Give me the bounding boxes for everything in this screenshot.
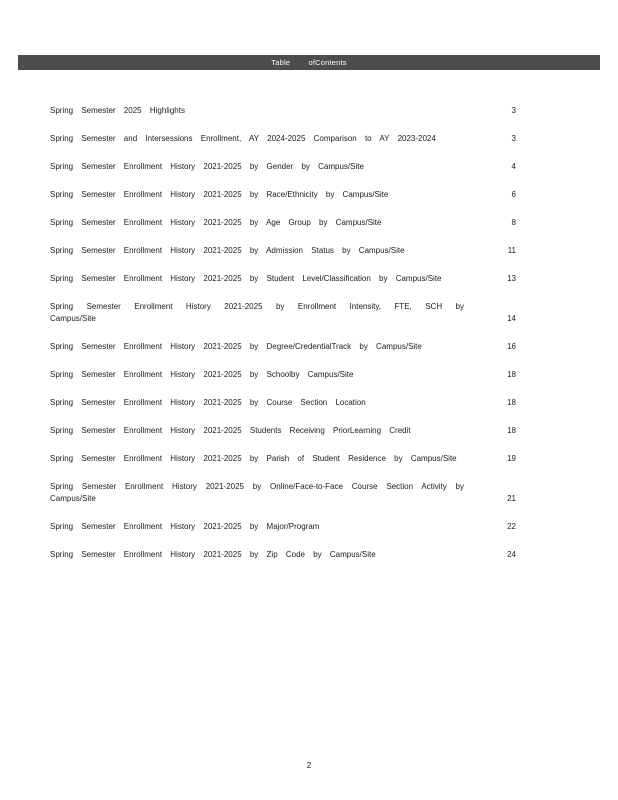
toc-entry-page: 3	[511, 106, 516, 115]
toc-entry-text: Spring Semester Enrollment History 2021-2025 by Major/Program	[50, 522, 320, 531]
toc-entry	[50, 189, 516, 201]
toc-entry-text: Spring Semester Enrollment History 2021-2025 by Zip Code by Campus/Site	[50, 550, 376, 559]
toc-entry-page: 6	[511, 190, 516, 199]
toc-entry	[50, 521, 516, 533]
toc-entry-text: Spring Semester Enrollment History 2021-2025 Students Receiving PriorLearning Credit	[50, 426, 411, 435]
page-title: Table ofContents	[271, 58, 347, 67]
toc-entry-page: 21	[507, 494, 516, 503]
toc-entry-text: Spring Semester Enrollment History 2021-2025 by Course Section Location	[50, 398, 366, 407]
toc-entry-page: 16	[507, 342, 516, 351]
toc-entry-text: Spring Semester Enrollment History 2021-2025 by Gender by Campus/Site	[50, 162, 364, 171]
toc-entry-page: 24	[507, 550, 516, 559]
table-of-contents	[50, 105, 516, 577]
toc-entry-page: 18	[507, 398, 516, 407]
toc-entry-text: Spring Semester 2025 Highlights	[50, 106, 185, 115]
toc-entry	[50, 245, 516, 257]
toc-entry-page: 22	[507, 522, 516, 531]
toc-entry-page: 19	[507, 454, 516, 463]
toc-entry-text: Spring Semester Enrollment History 2021-2025 by Race/Ethnicity by Campus/Site	[50, 190, 389, 199]
toc-entry	[50, 397, 516, 409]
toc-entry-page: 13	[507, 274, 516, 283]
toc-entry	[50, 133, 516, 145]
toc-entry-page: 18	[507, 370, 516, 379]
toc-entry-page: 4	[511, 162, 516, 171]
toc-entry	[50, 217, 516, 229]
toc-entry-page: 11	[507, 246, 516, 255]
footer-page-number: 2	[306, 761, 312, 770]
toc-entry	[50, 369, 516, 381]
toc-entry	[50, 425, 516, 437]
toc-entry-text: Spring Semester Enrollment History 2021-2025 by Parish of Student Residence by Campus/Site	[50, 454, 457, 463]
toc-entry	[50, 549, 516, 561]
toc-entry	[50, 341, 516, 353]
toc-entry	[50, 273, 516, 285]
toc-entry-text: Spring Semester Enrollment History 2021-2025 by Student Level/Classification by Campus/Site	[50, 274, 442, 283]
toc-entry-text: Spring Semester Enrollment History 2021-2025 by Schoolby Campus/Site	[50, 370, 354, 379]
toc-entry	[50, 481, 516, 505]
toc-entry-text: Spring Semester Enrollment History 2021-2025 by Online/Face-to-Face Course Section Activity by Campus/Site	[50, 482, 464, 503]
toc-entry-page: 18	[507, 426, 516, 435]
toc-entry-text: Spring Semester Enrollment History 2021-2025 by Admission Status by Campus/Site	[50, 246, 405, 255]
toc-entry-page: 8	[511, 218, 516, 227]
toc-entry-page: 14	[507, 314, 516, 323]
toc-entry	[50, 453, 516, 465]
toc-entry	[50, 301, 516, 325]
toc-entry-text: Spring Semester Enrollment History 2021-2025 by Enrollment Intensity, FTE, SCH by Campus/Site	[50, 302, 464, 323]
header-bar	[18, 55, 600, 70]
toc-entry-page: 3	[511, 134, 516, 143]
toc-entry	[50, 105, 516, 117]
toc-entry-text: Spring Semester Enrollment History 2021-2025 by Age Group by Campus/Site	[50, 218, 382, 227]
toc-entry-text: Spring Semester Enrollment History 2021-2025 by Degree/CredentialTrack by Campus/Site	[50, 342, 422, 351]
toc-entry-text: Spring Semester and Intersessions Enrollment, AY 2024-2025 Comparison to AY 2023-2024	[50, 134, 436, 143]
toc-entry	[50, 161, 516, 173]
